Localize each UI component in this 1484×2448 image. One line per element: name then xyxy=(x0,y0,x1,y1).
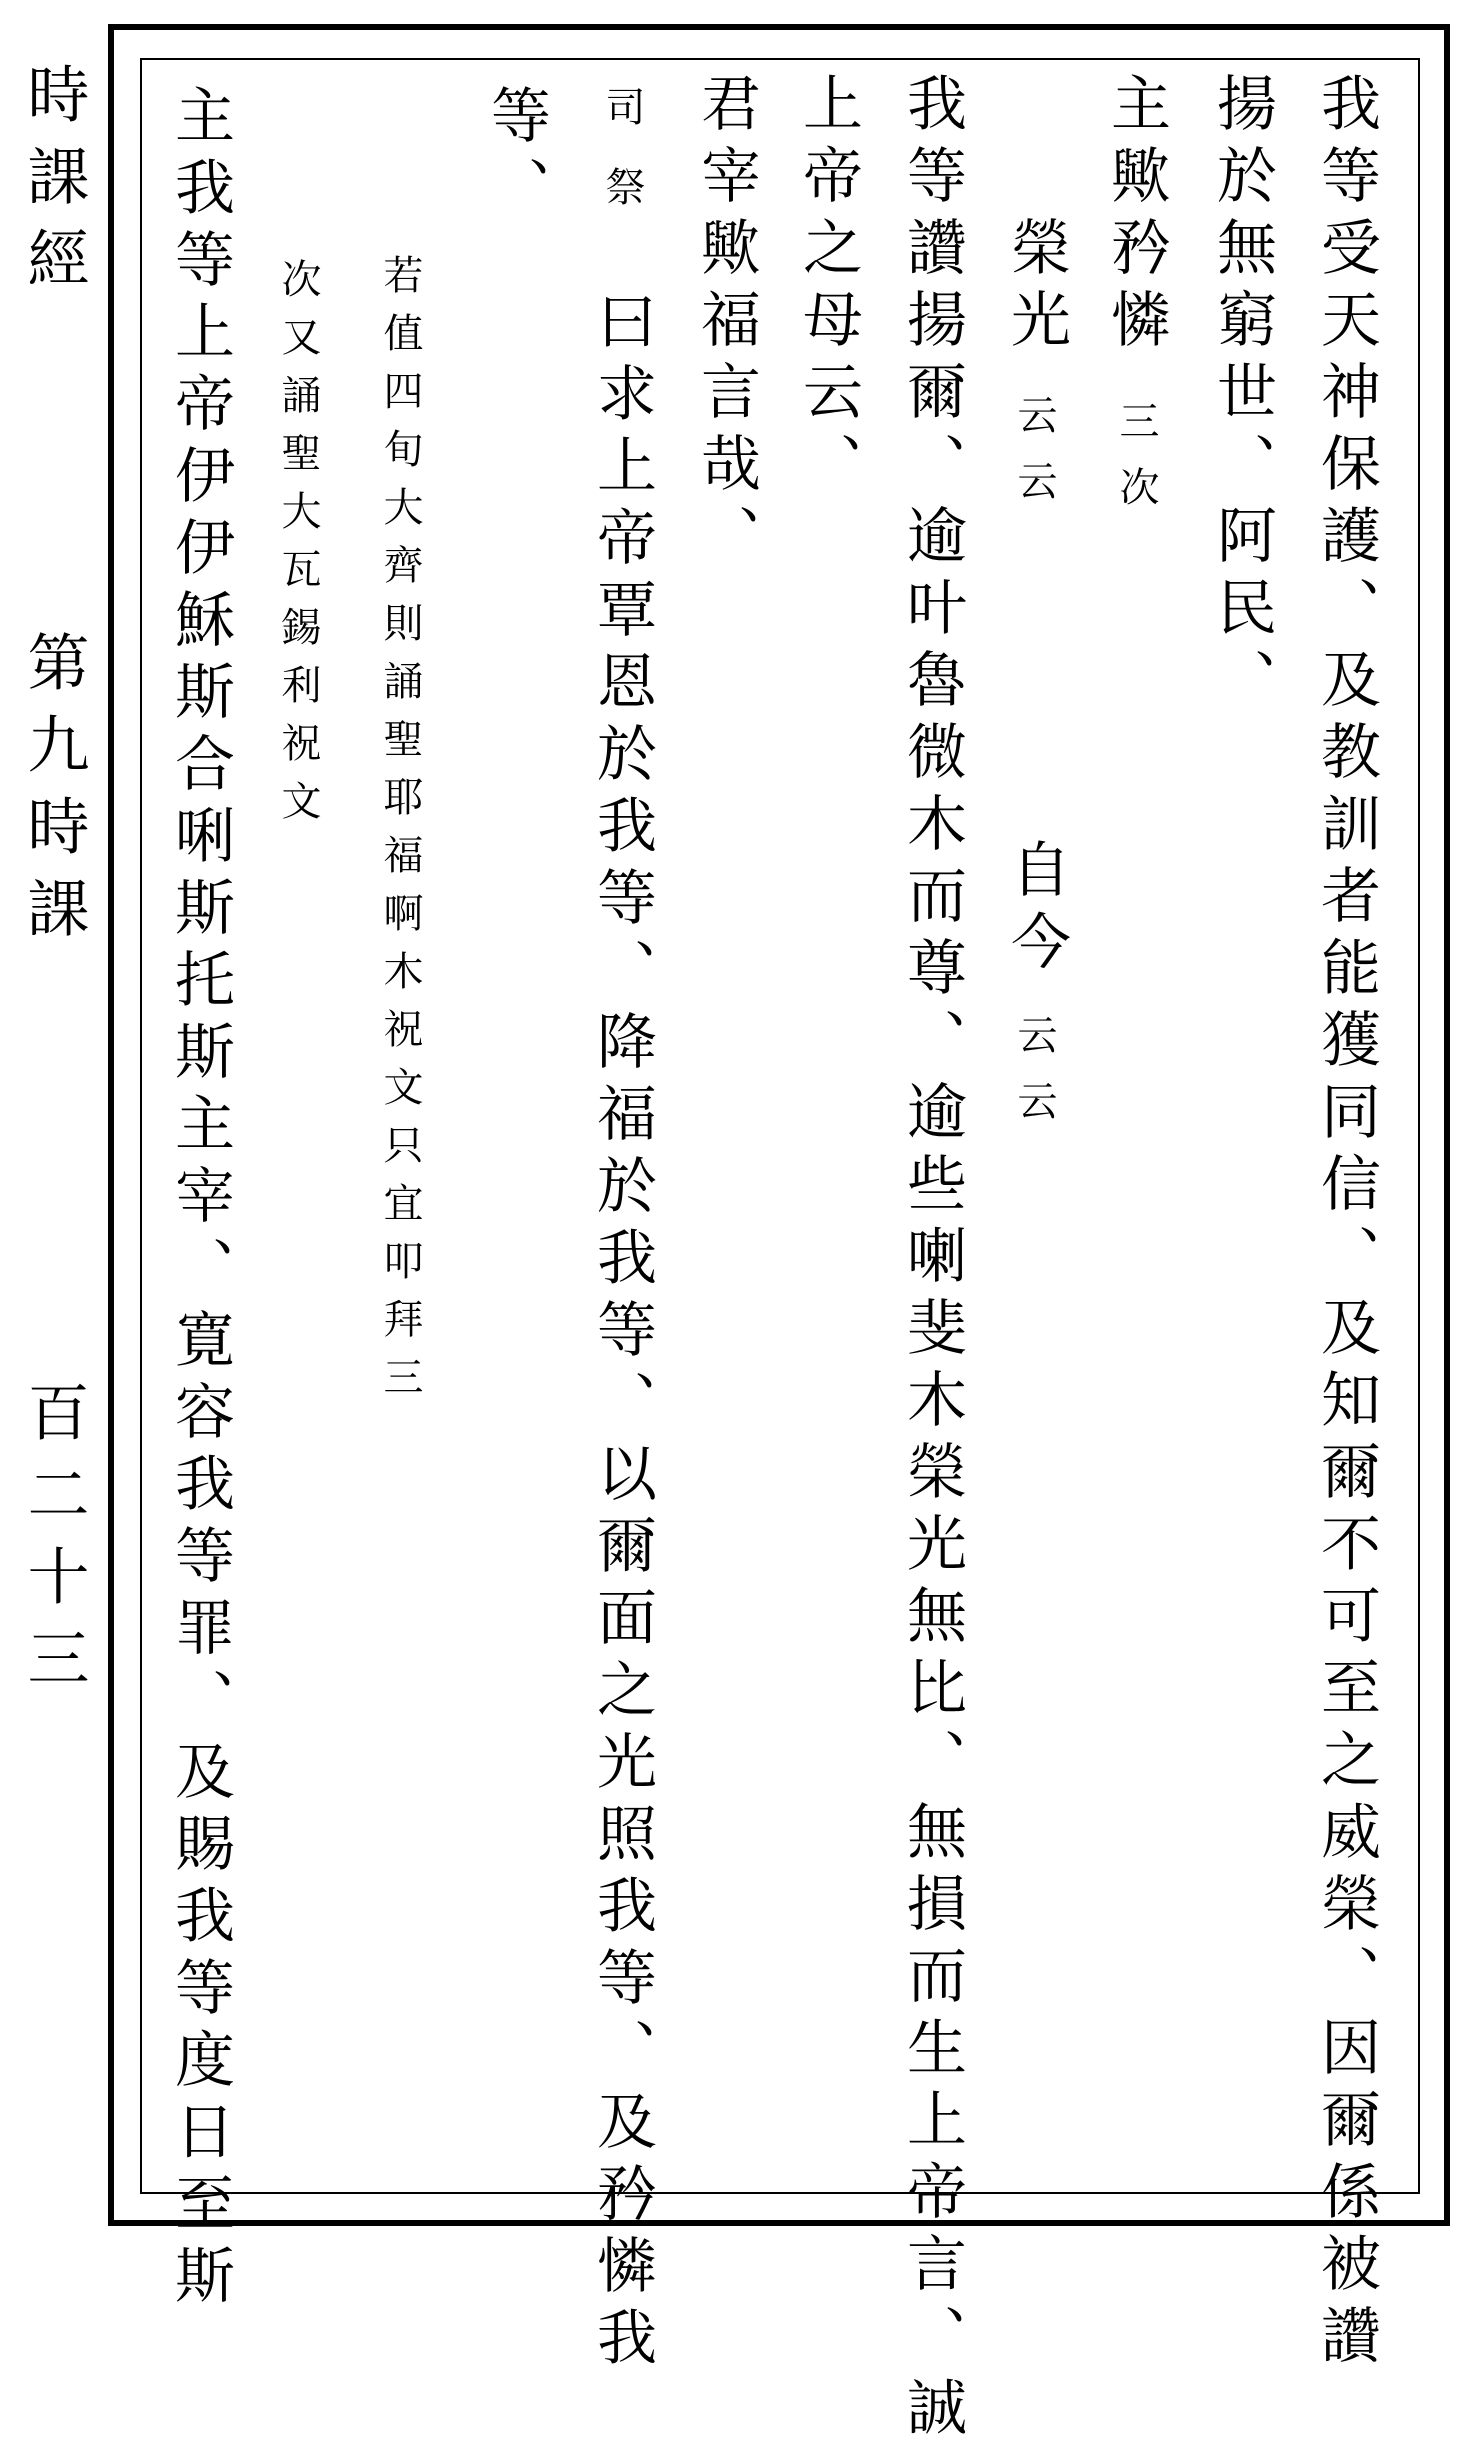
rubric-column-1: 若值四旬大齊則誦聖耶福啊木祝文只宜叩拜三 xyxy=(377,254,423,1414)
text-column-3: 主歟矜憐 xyxy=(1101,72,1171,360)
rubric-column-2: 次又誦聖大瓦錫利祝文 xyxy=(275,258,321,838)
text-column-4a: 榮光 xyxy=(1001,216,1071,360)
text-column-8: 曰求上帝覃恩於我等、降福於我等、以爾面之光照我等、及矜憐我 xyxy=(587,290,657,2378)
note-etc-1: 云云 xyxy=(1011,394,1057,526)
text-column-6: 上帝之母云、 xyxy=(793,72,863,504)
text-column-10: 主我等上帝伊伊穌斯合唎斯托斯主宰、寛容我等罪、及賜我等度日至斯 xyxy=(165,84,235,2316)
page-number: 百二十三 xyxy=(17,1380,90,1708)
note-three-times: 三次 xyxy=(1113,400,1159,532)
text-column-5: 我等讚揚爾、逾叶魯微木而尊、逾些喇斐木榮光無比、無損而生上帝言、誠 xyxy=(897,72,967,2448)
note-priest: 司祭 xyxy=(599,86,645,246)
note-etc-2: 云云 xyxy=(1011,1014,1057,1146)
text-column-1: 我等受天神保護、及教訓者能獲同信、及知爾不可至之威榮、因爾係被讚 xyxy=(1311,72,1381,2376)
text-column-7: 君宰歟福言哉、 xyxy=(691,72,761,576)
text-column-2: 揚於無窮世、阿民、 xyxy=(1207,72,1277,720)
text-column-9: 等、 xyxy=(481,84,551,228)
book-title: 時課經 xyxy=(17,62,90,308)
text-column-4b: 自今 xyxy=(1001,838,1071,982)
section-title: 第九時課 xyxy=(17,630,90,958)
